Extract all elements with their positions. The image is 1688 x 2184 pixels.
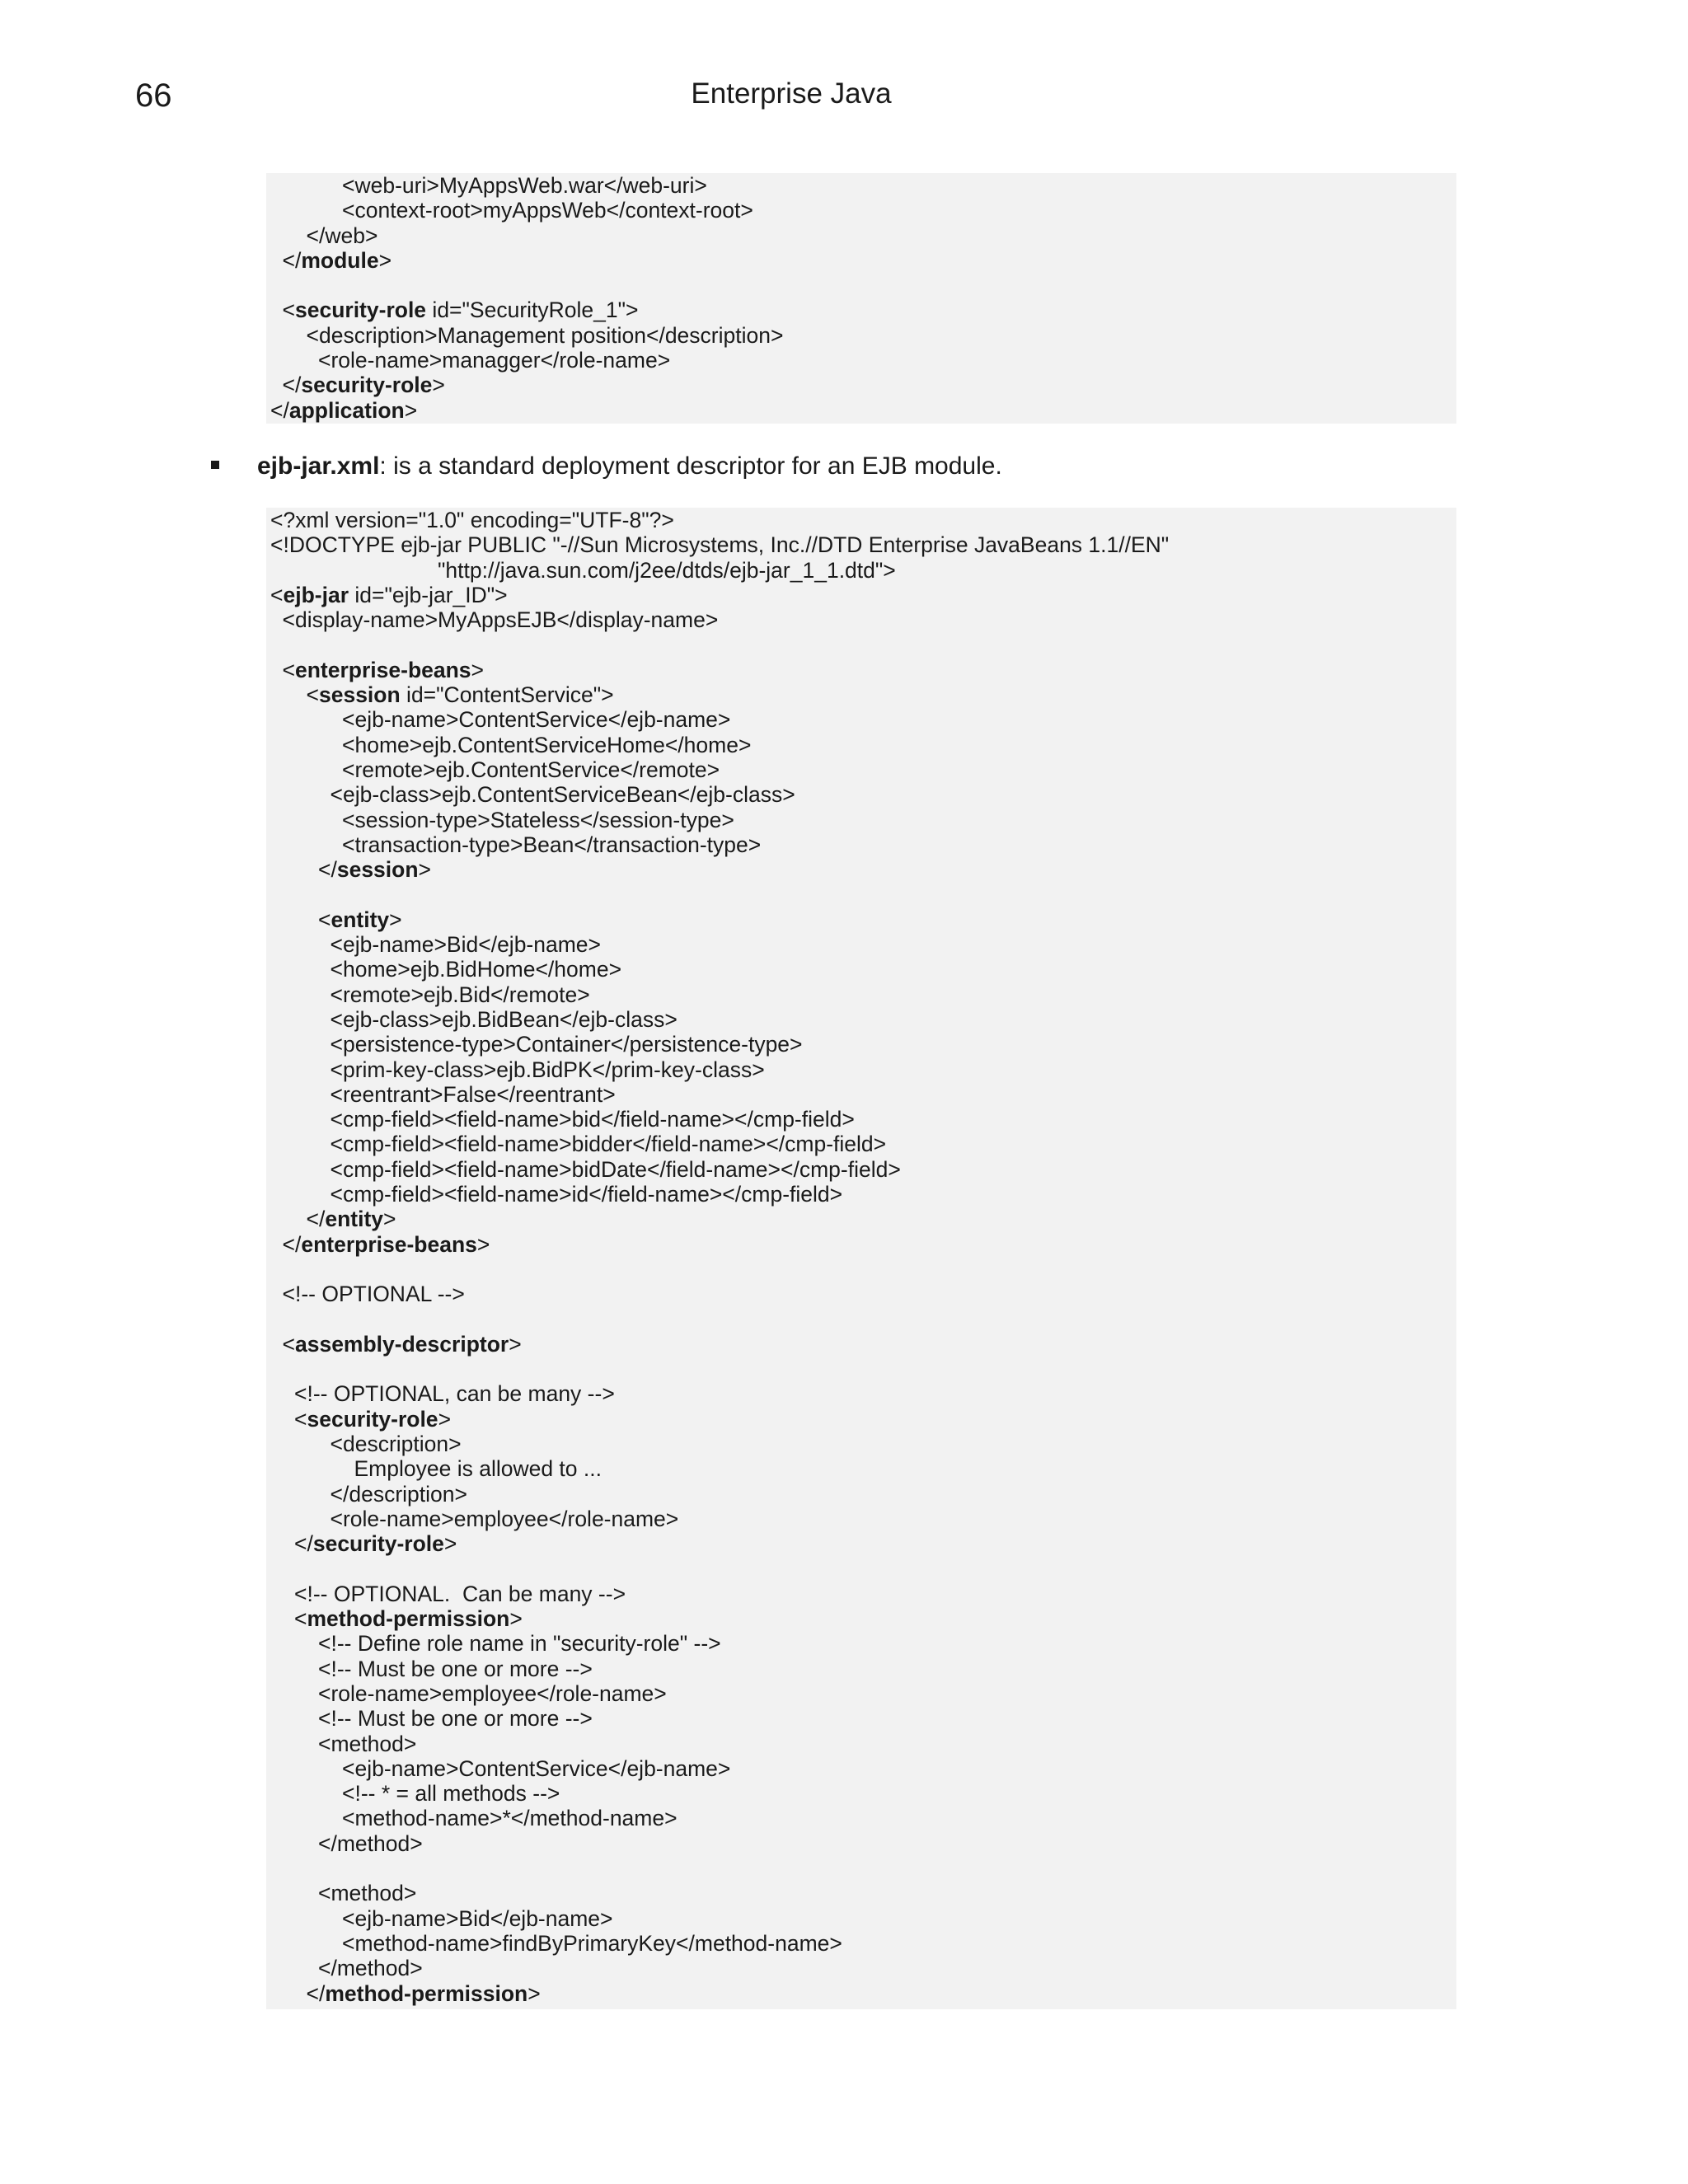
code-block-application-xml <box>266 173 1456 424</box>
code-text: <home>ejb.ContentServiceHome</home> <box>342 732 752 757</box>
code-text: <session-type>Stateless</session-type> <box>342 807 734 832</box>
code-text: <!-- Define role name in "security-role" --> <box>318 1631 721 1657</box>
bullet-square-icon <box>211 461 219 469</box>
code-text: > <box>476 1231 490 1257</box>
code-line <box>270 1381 1456 1406</box>
code-line <box>270 583 1456 607</box>
code-line <box>270 1207 1456 1231</box>
code-element-name: session <box>318 682 401 708</box>
code-line <box>270 982 1456 1007</box>
code-element-name: entity <box>331 907 390 932</box>
code-text: </ <box>270 397 289 423</box>
code-line <box>270 707 1456 732</box>
code-text: < <box>282 657 295 682</box>
code-line <box>270 857 1456 882</box>
code-text: <role-name>employee</role-name> <box>330 1506 679 1531</box>
code-text: </web> <box>306 223 378 248</box>
code-text: "http://java.sun.com/j2ee/dtds/ejb-jar_1_1.dtd"> <box>438 557 896 583</box>
code-text: </description> <box>330 1481 467 1507</box>
code-line <box>270 1806 1456 1830</box>
code-text: < <box>282 298 295 323</box>
code-line <box>270 832 1456 857</box>
code-text: > <box>383 1207 396 1232</box>
code-line <box>270 558 1456 583</box>
code-text: <description> <box>330 1431 462 1456</box>
code-line <box>270 1582 1456 1606</box>
code-element-name: enterprise-beans <box>294 657 471 682</box>
code-line <box>270 607 1456 632</box>
code-text: <ejb-class>ejb.ContentServiceBean</ejb-class> <box>330 782 795 808</box>
code-line <box>270 1631 1456 1656</box>
code-text: </ <box>294 1531 313 1557</box>
code-text: <method> <box>318 1881 417 1906</box>
code-line <box>270 1606 1456 1631</box>
code-line <box>270 1706 1456 1731</box>
code-text: <!-- OPTIONAL. Can be many --> <box>294 1581 626 1606</box>
code-text: <cmp-field><field-name>bid</field-name></cmp-field> <box>330 1107 855 1132</box>
code-element-name: method-permission <box>307 1606 510 1632</box>
code-line <box>270 1307 1456 1332</box>
code-element-name: security-role <box>307 1406 438 1432</box>
code-line <box>270 808 1456 832</box>
code-line <box>270 1357 1456 1381</box>
code-line <box>270 532 1456 557</box>
code-line <box>270 1781 1456 1806</box>
code-line <box>270 1531 1456 1556</box>
code-element-name: application <box>288 397 405 423</box>
code-text: <!-- * = all methods --> <box>342 1781 560 1807</box>
code-text: <remote>ejb.Bid</remote> <box>330 982 590 1007</box>
code-text: id="ContentService"> <box>400 682 614 708</box>
code-text: <ejb-name>Bid</ejb-name> <box>342 1905 613 1931</box>
code-text: <cmp-field><field-name>id</field-name></cmp-field> <box>330 1182 843 1207</box>
code-text: < <box>270 582 284 607</box>
code-line <box>270 1681 1456 1706</box>
code-line <box>270 248 1456 273</box>
code-text: <method> <box>318 1731 417 1756</box>
code-line <box>270 1906 1456 1931</box>
code-text: > <box>432 373 445 398</box>
code-text: <transaction-type>Bean</transaction-type> <box>342 832 762 857</box>
bullet-text: : is a standard deployment descriptor for an EJB module. <box>379 452 1002 480</box>
code-line <box>270 1931 1456 1956</box>
code-line <box>270 1082 1456 1107</box>
code-text: </ <box>306 1980 326 2006</box>
code-text: > <box>509 1606 523 1632</box>
code-line <box>270 1332 1456 1357</box>
code-line <box>270 1881 1456 1905</box>
code-text: <!DOCTYPE ejb-jar PUBLIC "-//Sun Microsystems, Inc.//DTD Enterprise JavaBeans 1.1//EN" <box>270 532 1170 558</box>
code-line <box>270 1556 1456 1581</box>
code-line <box>270 173 1456 198</box>
code-text: <!-- Must be one or more --> <box>318 1656 593 1681</box>
code-text: <role-name>managger</role-name> <box>318 348 671 373</box>
code-text: < <box>318 907 331 932</box>
code-text: <home>ejb.BidHome</home> <box>330 957 622 982</box>
code-line <box>270 508 1456 532</box>
code-text: < <box>282 1331 295 1357</box>
code-line <box>270 1507 1456 1531</box>
code-element-name: assembly-descriptor <box>294 1331 509 1357</box>
code-text: > <box>389 907 402 932</box>
code-line <box>270 1856 1456 1881</box>
code-line <box>270 907 1456 932</box>
code-line <box>270 932 1456 957</box>
code-line <box>270 1057 1456 1082</box>
code-text: </method> <box>318 1830 423 1856</box>
code-text: <ejb-name>ContentService</ejb-name> <box>342 707 731 733</box>
code-text: <!-- OPTIONAL, can be many --> <box>294 1381 615 1407</box>
code-line <box>270 223 1456 248</box>
bullet-term: ejb-jar.xml <box>257 452 380 480</box>
code-text: <?xml version="1.0" encoding="UTF-8"?> <box>270 508 674 532</box>
code-text: < <box>294 1606 307 1632</box>
code-text: > <box>528 1980 541 2006</box>
code-line <box>270 632 1456 657</box>
code-text: <persistence-type>Container</persistence-type> <box>330 1032 803 1057</box>
code-line <box>270 1007 1456 1032</box>
code-text: Employee is allowed to ... <box>354 1456 602 1482</box>
code-text: > <box>438 1406 452 1432</box>
code-line <box>270 1482 1456 1507</box>
code-line <box>270 1182 1456 1207</box>
code-block-ejb-jar-xml <box>266 508 1456 2009</box>
code-line <box>270 273 1456 298</box>
code-text: <reentrant>False</reentrant> <box>330 1081 616 1107</box>
code-line <box>270 1732 1456 1756</box>
code-text: > <box>509 1331 522 1357</box>
code-text: <remote>ejb.ContentService</remote> <box>342 757 720 782</box>
code-text: <ejb-name>ContentService</ejb-name> <box>342 1755 731 1781</box>
code-line <box>270 1282 1456 1306</box>
code-text: </ <box>282 247 302 273</box>
bullet-item <box>211 450 1002 483</box>
code-text: <ejb-class>ejb.BidBean</ejb-class> <box>330 1006 678 1032</box>
code-element-name: entity <box>325 1207 384 1232</box>
code-text: id="SecurityRole_1"> <box>426 298 639 323</box>
code-line <box>270 957 1456 982</box>
code-text: <ejb-name>Bid</ejb-name> <box>330 932 602 958</box>
code-text: > <box>443 1531 457 1557</box>
code-text: > <box>378 247 392 273</box>
code-line <box>270 1831 1456 1856</box>
code-text: <description>Management position</description> <box>306 322 784 348</box>
code-text: id="ejb-jar_ID"> <box>349 582 508 607</box>
code-text: > <box>418 857 432 883</box>
code-element-name: enterprise-beans <box>301 1231 477 1257</box>
code-element-name: security-role <box>301 373 433 398</box>
code-line <box>270 1657 1456 1681</box>
code-line <box>270 1032 1456 1057</box>
code-element-name: module <box>301 247 379 273</box>
code-line <box>270 882 1456 907</box>
code-text: < <box>294 1406 307 1432</box>
running-title: Enterprise Java <box>691 77 892 110</box>
code-line <box>270 1981 1456 2006</box>
code-text: <method-name>findByPrimaryKey</method-name> <box>342 1930 842 1956</box>
code-line <box>270 1107 1456 1132</box>
code-text: </ <box>282 373 302 398</box>
code-line <box>270 373 1456 397</box>
code-line <box>270 298 1456 322</box>
code-line <box>270 1132 1456 1156</box>
code-line <box>270 1456 1456 1481</box>
code-line <box>270 1232 1456 1257</box>
code-line <box>270 1956 1456 1980</box>
code-line <box>270 1407 1456 1432</box>
code-text: <method-name>*</method-name> <box>342 1806 678 1831</box>
code-text: < <box>306 682 319 708</box>
code-text: </ <box>306 1207 326 1232</box>
code-line <box>270 1756 1456 1781</box>
code-element-name: method-permission <box>325 1980 528 2006</box>
code-line <box>270 1157 1456 1182</box>
code-line <box>270 682 1456 707</box>
code-line <box>270 323 1456 348</box>
code-text: <cmp-field><field-name>bidDate</field-name></cmp-field> <box>330 1156 901 1182</box>
code-line <box>270 398 1456 423</box>
code-text: <role-name>employee</role-name> <box>318 1680 667 1706</box>
code-text: <prim-key-class>ejb.BidPK</prim-key-class> <box>330 1057 765 1082</box>
code-text: > <box>404 397 418 423</box>
code-text: <web-uri>MyAppsWeb.war</web-uri> <box>342 173 707 198</box>
code-line <box>270 733 1456 757</box>
code-line <box>270 348 1456 373</box>
page-number: 66 <box>135 77 172 114</box>
code-text: > <box>471 657 485 682</box>
code-element-name: security-role <box>294 298 427 323</box>
code-text: </ <box>282 1231 302 1257</box>
code-line <box>270 782 1456 807</box>
code-text: <display-name>MyAppsEJB</display-name> <box>282 607 719 633</box>
code-text: <context-root>myAppsWeb</context-root> <box>342 198 753 223</box>
code-element-name: session <box>336 857 419 883</box>
code-line <box>270 1257 1456 1282</box>
code-text: <cmp-field><field-name>bidder</field-name></cmp-field> <box>330 1132 887 1157</box>
code-text: </method> <box>318 1956 423 1981</box>
code-line <box>270 757 1456 782</box>
code-text: <!-- OPTIONAL --> <box>282 1282 465 1307</box>
code-line <box>270 1432 1456 1456</box>
code-text: </ <box>318 857 337 883</box>
code-element-name: security-role <box>312 1531 444 1557</box>
code-line <box>270 198 1456 223</box>
code-text: <!-- Must be one or more --> <box>318 1706 593 1732</box>
code-element-name: ejb-jar <box>283 582 349 607</box>
code-line <box>270 658 1456 682</box>
